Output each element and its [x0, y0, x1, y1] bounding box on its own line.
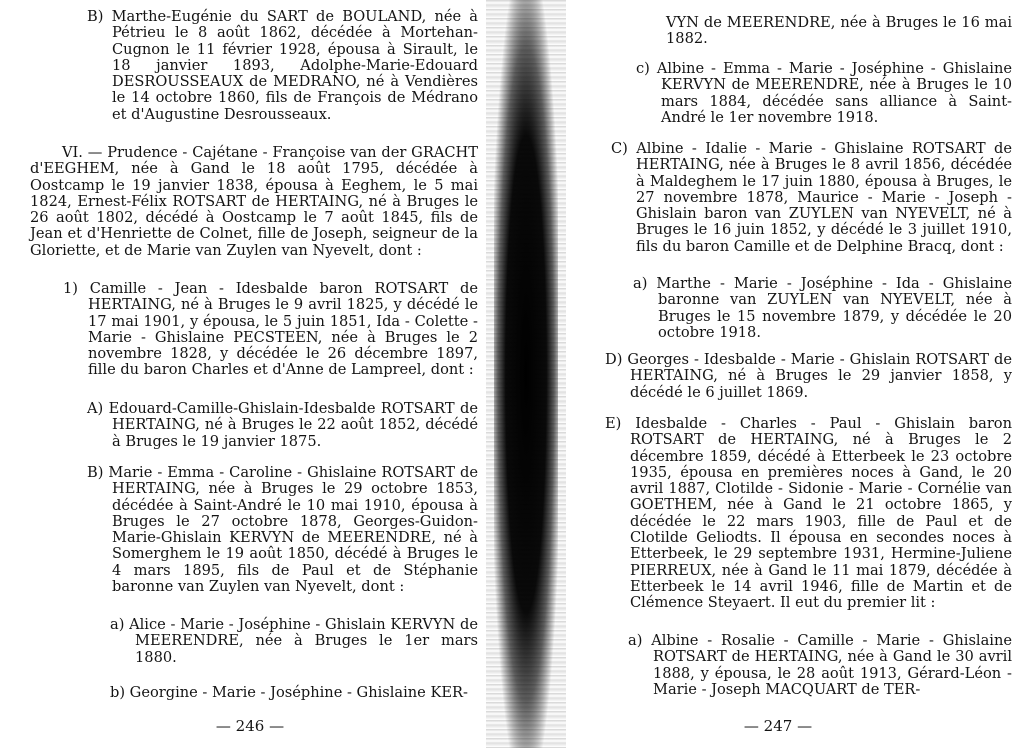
paragraph-c-albine: c) Albine - Emma - Marie - Joséphine - Ghislaine KERVYN de MEERENDRE, née à Bruges le 10 mars 1884, décédée sans alliance à Saint-André le 1er novembre 1918.	[636, 60, 1012, 126]
paragraph-b-georgine: b) Georgine - Marie - Joséphine - Ghislaine KER-	[110, 684, 468, 701]
paragraph-1-camille: 1) Camille - Jean - Idesbalde baron ROTSART de HERTAING, né à Bruges le 9 avril 1825, y décédé le 17 mai 1901, y épousa, le 5 juin 1851, Ida - Colette - Marie - Ghislaine PECSTEEN, née à Bruges le 2 novembre 1828, y décédée le 26 décembre 1897, fille du baron Charles et d'Anne de Lampreel, dont :	[63, 280, 478, 379]
right-page	[548, 0, 1024, 748]
paragraph-E-idesbalde: E) Idesbalde - Charles - Paul - Ghislain baron ROTSART de HERTAING, né à Bruges le 2 décembre 1859, décédé à Etterbeek le 23 octobre 1935, épousa en premières noces à Gand, le 20 avril 1887, Clotilde - Sidonie - Marie - Cornélie van GOETHEM, née à Gand le 21 octobre 1865, y décédée le 22 mars 1903, fille de Paul et de Clotilde Geliodts. Il épousa en secondes noces à Etterbeek, le 29 septembre 1931, Hermine-Juliene PIERREUX, née à Gand le 11 mai 1879, décédée à Etterbeek le 14 avril 1946, fille de Martin et de Clémence Steyaert. Il eut du premier lit :	[605, 415, 1012, 612]
paragraph-a-edouard: A) Edouard-Camille-Ghislain-Idesbalde ROTSART de HERTAING, né à Bruges le 22 août 1852, décédé à Bruges le 19 janvier 1875.	[87, 400, 478, 450]
paragraph-a-albine: a) Albine - Rosalie - Camille - Marie - Ghislaine ROTSART de HERTAING, née à Gand le 30 avril 1888, y épousa, le 28 août 1913, Gérard-Léon - Marie - Joseph MACQUART de TER-	[628, 632, 1012, 698]
page-number: — 247 —	[743, 717, 813, 735]
paragraph-a-alice: a) Alice - Marie - Joséphine - Ghislain KERVYN de MEERENDRE, née à Bruges le 1er mars 1880.	[110, 616, 478, 666]
paragraph-D-georges: D) Georges - Idesbalde - Marie - Ghislain ROTSART de HERTAING, né à Bruges le 29 janvier 1858, y décédé le 6 juillet 1869.	[605, 351, 1012, 401]
page-number: — 246 —	[215, 717, 285, 735]
paragraph-b-marie: B) Marie - Emma - Caroline - Ghislaine ROTSART de HERTAING, née à Bruges le 29 octobre 1853, décédée à Saint-André le 10 mai 1910, épousa à Bruges le 27 octobre 1878, Georges-Guidon-Marie-Ghislain KERVYN de MEERENDRE, né à Somerghem le 19 août 1850, décédé à Bruges le 4 mars 1895, fils de Paul et de Stéphanie baronne van Zuylen van Nyevelt, dont :	[87, 464, 478, 596]
paragraph-b-marthe: B) Marthe-Eugénie du SART de BOULAND, née à Pétrieu le 8 août 1862, décédée à Mortehan-Cugnon le 11 février 1928, épousa à Sirault, le 18 janvier 1893, Adolphe-Marie-Edouard DESROUSSEAUX de MEDRANO, né à Vendières le 14 octobre 1860, fils de François de Médrano et d'Augustine Desrousseaux.	[87, 8, 478, 123]
left-page	[0, 0, 500, 748]
paragraph-vi-prudence: VI. — Prudence - Cajétane - Françoise van der GRACHT d'EEGHEM, née à Gand le 18 août 1795, décédée à Oostcamp le 19 janvier 1838, épousa à Eeghem, le 5 mai 1824, Ernest-Félix ROTSART de HERTAING, né à Bruges le 26 août 1802, décédé à Oostcamp le 7 août 1845, fils de Jean et d'Henriette de Colnet, fille de Joseph, seigneur de la Gloriette, et de Marie van Zuylen van Nyevelt, dont :	[30, 144, 478, 259]
paragraph-continued-vyn: VYN de MEERENDRE, née à Bruges le 16 mai 1882.	[666, 14, 1012, 48]
paragraph-a-marthe: a) Marthe - Marie - Joséphine - Ida - Ghislaine baronne van ZUYLEN van NYEVELT, née à Bruges le 15 novembre 1879, y décédée le 20 octobre 1918.	[633, 275, 1012, 341]
paragraph-C-albine: C) Albine - Idalie - Marie - Ghislaine ROTSART de HERTAING, née à Bruges le 8 avril 1856, décédée à Maldeghem le 17 juin 1880, épousa à Bruges, le 27 novembre 1878, Maurice - Marie - Joseph - Ghislain baron van ZUYLEN van NYEVELT, né à Bruges le 16 juin 1852, y décédé le 3 juillet 1910, fils du baron Camille et de Delphine Bracq, dont :	[611, 140, 1012, 255]
